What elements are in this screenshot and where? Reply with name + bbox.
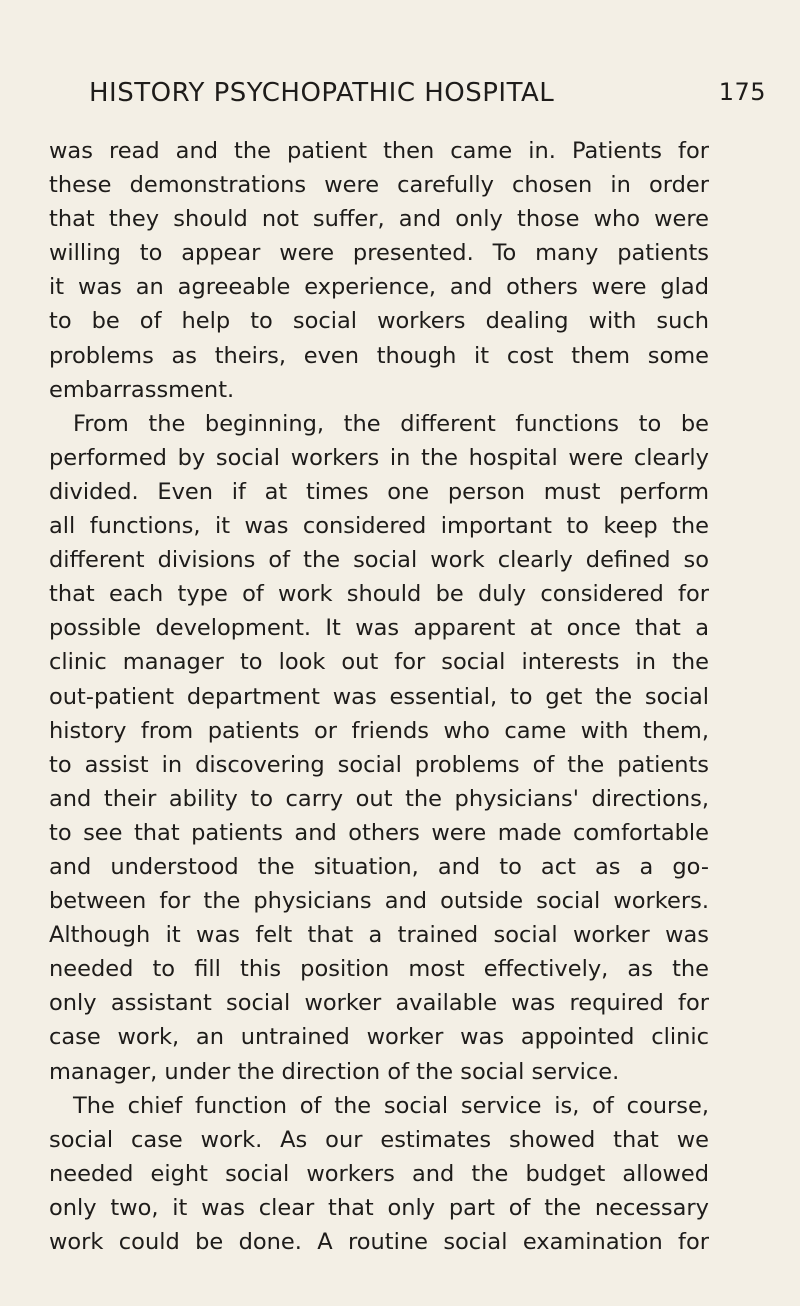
text-line: that they should not suffer, and only those who were: [49, 206, 709, 233]
text-line: out-patient department was essential, to get the social: [49, 683, 709, 710]
text-line: to assist in discovering social problems of the patients: [49, 751, 709, 778]
page-number: 175: [718, 78, 766, 106]
text-line: manager, under the direction of the social service.: [49, 1058, 620, 1085]
body-text: [49, 134, 709, 1259]
text-line: needed eight social workers and the budget allowed: [49, 1160, 709, 1187]
text-line: willing to appear were presented. To many patients: [49, 240, 709, 267]
text-line: and understood the situation, and to act as a go-: [49, 853, 709, 880]
text-line: Although it was felt that a trained social worker was: [49, 922, 709, 949]
text-line: performed by social workers in the hospital were clearly: [49, 444, 709, 471]
text-line: work could be done. A routine social examination for: [49, 1229, 709, 1255]
text-line: between for the physicians and outside social workers.: [49, 888, 709, 915]
text-line: problems as theirs, even though it cost them some: [49, 342, 709, 369]
text-line: all functions, it was considered important to keep the: [49, 513, 709, 540]
running-title: HISTORY PSYCHOPATHIC HOSPITAL: [89, 78, 555, 108]
text-line: only two, it was clear that only part of the necessary: [49, 1194, 709, 1221]
text-line: needed to fill this position most effectively, as the: [49, 956, 709, 983]
text-line: social case work. As our estimates showed that we: [49, 1126, 709, 1153]
text-line: was read and the patient then came in. Patients for: [49, 138, 709, 164]
text-line: divided. Even if at times one person must perform: [49, 478, 709, 505]
text-line: From the beginning, the different functions to be: [73, 410, 709, 437]
text-line: it was an agreeable experience, and others were glad: [49, 274, 709, 301]
text-line: history from patients or friends who came with them,: [49, 717, 709, 744]
text-line: to see that patients and others were made comfortable: [49, 819, 709, 846]
text-line: these demonstrations were carefully chosen in order: [49, 172, 709, 199]
text-line: possible development. It was apparent at once that a: [49, 615, 709, 642]
text-line: embarrassment.: [49, 376, 235, 403]
text-line: to be of help to social workers dealing with such: [49, 308, 709, 335]
text-line: only assistant social worker available was required for: [49, 990, 709, 1017]
text-line: clinic manager to look out for social interests in the: [49, 649, 709, 676]
text-line: The chief function of the social service is, of course,: [73, 1092, 709, 1119]
text-line: and their ability to carry out the physicians' directions,: [49, 785, 709, 812]
running-head: [89, 78, 769, 118]
text-line: that each type of work should be duly considered for: [49, 581, 709, 608]
text-line: different divisions of the social work clearly defined so: [49, 547, 709, 574]
text-line: case work, an untrained worker was appointed clinic: [49, 1024, 709, 1051]
